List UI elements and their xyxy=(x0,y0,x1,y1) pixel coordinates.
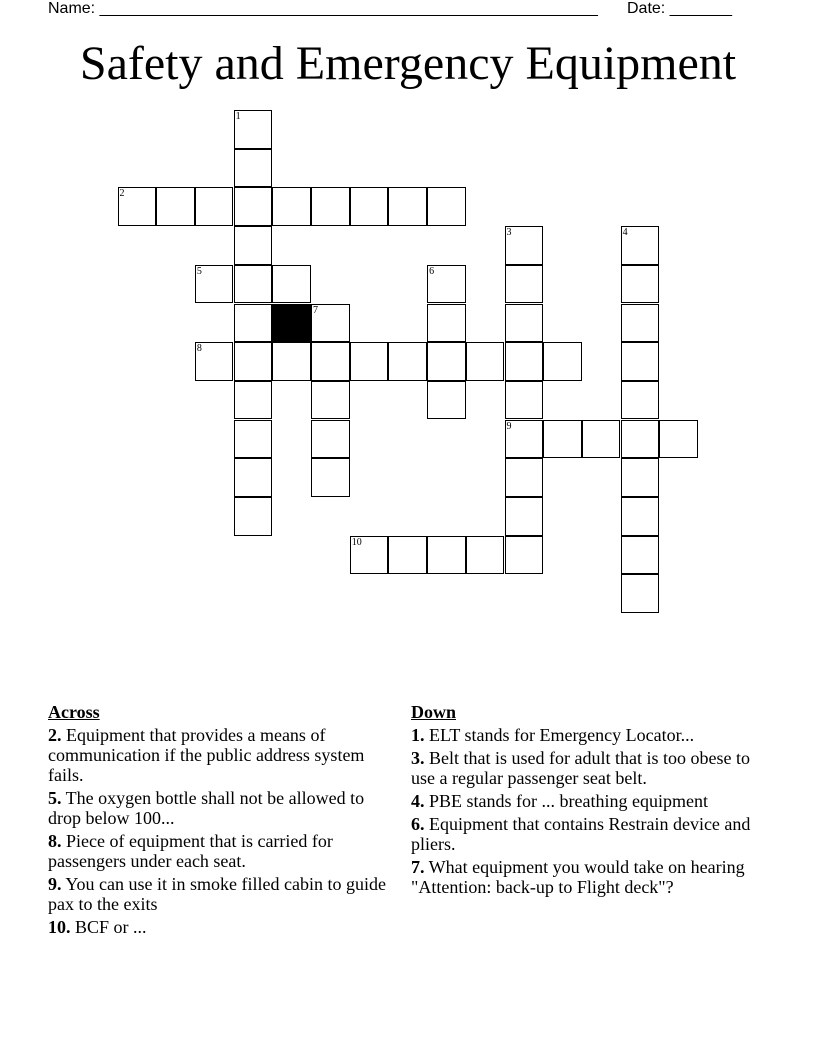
grid-cell[interactable] xyxy=(311,420,350,459)
clue-item-text: Equipment that provides a means of communication if the public address system fails. xyxy=(48,725,365,785)
grid-cell[interactable] xyxy=(234,497,273,536)
grid-cell[interactable] xyxy=(505,226,544,265)
grid-cell[interactable] xyxy=(621,381,660,420)
grid-cell[interactable] xyxy=(350,536,389,575)
grid-cell[interactable] xyxy=(427,304,466,343)
clue-item-number: 5. xyxy=(48,788,62,808)
clue-item-number: 9. xyxy=(48,874,62,894)
grid-cell[interactable] xyxy=(427,536,466,575)
grid-cell[interactable] xyxy=(311,381,350,420)
across-clues xyxy=(48,702,388,940)
grid-cell[interactable] xyxy=(272,265,311,304)
grid-cell[interactable] xyxy=(427,265,466,304)
grid-cell[interactable] xyxy=(388,187,427,226)
grid-block-cell xyxy=(272,304,311,343)
grid-cell[interactable] xyxy=(427,342,466,381)
clue-item-number: 1. xyxy=(411,725,425,745)
clue-item xyxy=(48,788,388,828)
grid-cell[interactable] xyxy=(195,342,234,381)
grid-cell[interactable] xyxy=(350,187,389,226)
grid-cell[interactable] xyxy=(156,187,195,226)
grid-cell[interactable] xyxy=(505,265,544,304)
grid-cell[interactable] xyxy=(311,342,350,381)
clue-number: 3 xyxy=(506,227,512,239)
clue-number: 8 xyxy=(196,343,202,355)
clue-item-text: What equipment you would take on hearing "Attention: back-up to Flight deck"? xyxy=(411,857,745,897)
clue-item-number: 10. xyxy=(48,917,71,937)
clue-number: 10 xyxy=(351,536,362,548)
grid-cell[interactable] xyxy=(234,226,273,265)
grid-cell[interactable] xyxy=(621,342,660,381)
grid-cell[interactable] xyxy=(505,342,544,381)
clue-item-number: 4. xyxy=(411,791,425,811)
grid-cell[interactable] xyxy=(621,458,660,497)
down-clues xyxy=(411,702,771,900)
grid-cell[interactable] xyxy=(505,458,544,497)
clue-item-text: PBE stands for ... breathing equipment xyxy=(424,791,708,811)
clue-item xyxy=(48,874,388,914)
clue-item xyxy=(411,748,771,788)
grid-cell[interactable] xyxy=(505,381,544,420)
grid-cell[interactable] xyxy=(195,265,234,304)
clue-item-number: 2. xyxy=(48,725,62,745)
grid-cell[interactable] xyxy=(195,187,234,226)
grid-cell[interactable] xyxy=(234,110,273,149)
clue-item xyxy=(48,917,388,937)
page-title: Safety and Emergency Equipment xyxy=(79,37,737,90)
grid-cell[interactable] xyxy=(427,381,466,420)
clue-item-text: The oxygen bottle shall not be allowed to drop below 100... xyxy=(48,788,365,828)
grid-cell[interactable] xyxy=(388,342,427,381)
down-clue-list xyxy=(411,725,771,897)
grid-cell[interactable] xyxy=(234,304,273,343)
across-heading: Across xyxy=(48,702,100,722)
grid-cell[interactable] xyxy=(234,265,273,304)
grid-cell[interactable] xyxy=(543,420,582,459)
grid-cell[interactable] xyxy=(505,420,544,459)
clue-item-number: 6. xyxy=(411,814,425,834)
grid-cell[interactable] xyxy=(272,187,311,226)
clue-item xyxy=(48,831,388,871)
clue-number: 5 xyxy=(196,265,202,277)
grid-cell[interactable] xyxy=(466,536,505,575)
grid-cell[interactable] xyxy=(621,536,660,575)
grid-cell[interactable] xyxy=(350,342,389,381)
grid-cell[interactable] xyxy=(311,304,350,343)
clue-number: 4 xyxy=(622,227,628,239)
clue-number: 9 xyxy=(506,420,512,432)
grid-cell[interactable] xyxy=(234,342,273,381)
grid-cell[interactable] xyxy=(621,265,660,304)
grid-cell[interactable] xyxy=(234,381,273,420)
grid-cell[interactable] xyxy=(388,536,427,575)
clue-item xyxy=(48,725,388,785)
clue-item-text: Equipment that contains Restrain device and pliers. xyxy=(411,814,751,854)
grid-cell[interactable] xyxy=(234,149,273,188)
grid-cell[interactable] xyxy=(272,342,311,381)
clue-item xyxy=(411,857,771,897)
clue-number: 6 xyxy=(429,265,435,277)
grid-cell[interactable] xyxy=(505,536,544,575)
clue-item-text: ELT stands for Emergency Locator... xyxy=(424,725,695,745)
clue-number: 2 xyxy=(119,188,125,200)
clue-item xyxy=(411,791,771,811)
grid-cell[interactable] xyxy=(234,187,273,226)
grid-cell[interactable] xyxy=(621,574,660,613)
grid-cell[interactable] xyxy=(582,420,621,459)
clue-item-text: You can use it in smoke filled cabin to guide pax to the exits xyxy=(48,874,386,914)
down-heading: Down xyxy=(411,702,457,722)
grid-cell[interactable] xyxy=(621,497,660,536)
grid-cell[interactable] xyxy=(234,458,273,497)
date-field[interactable]: Date: _______ xyxy=(627,0,732,17)
clue-item xyxy=(411,814,771,854)
grid-cell[interactable] xyxy=(505,497,544,536)
grid-cell[interactable] xyxy=(466,342,505,381)
grid-cell[interactable] xyxy=(118,187,157,226)
clue-item-text: Piece of equipment that is carried for passengers under each seat. xyxy=(48,831,333,871)
clue-item-text: BCF or ... xyxy=(70,917,147,937)
clue-item-number: 7. xyxy=(411,857,425,877)
clue-item-number: 3. xyxy=(411,748,425,768)
grid-cell[interactable] xyxy=(659,420,698,459)
grid-cell[interactable] xyxy=(621,304,660,343)
clue-item-number: 8. xyxy=(48,831,62,851)
grid-cell[interactable] xyxy=(311,458,350,497)
grid-cell[interactable] xyxy=(505,304,544,343)
name-field[interactable]: Name: ________________________________________________________ xyxy=(48,0,598,17)
across-clue-list xyxy=(48,725,388,937)
grid-cell[interactable] xyxy=(621,420,660,459)
grid-cell[interactable] xyxy=(543,342,582,381)
clue-number: 1 xyxy=(235,111,241,122)
clue-item-text: Belt that is used for adult that is too obese to use a regular passenger seat belt. xyxy=(411,748,750,788)
clue-number: 7 xyxy=(313,304,318,316)
clue-item xyxy=(411,725,771,745)
grid-cell[interactable] xyxy=(621,226,660,265)
grid-cell[interactable] xyxy=(311,187,350,226)
grid-cell[interactable] xyxy=(234,420,273,459)
grid-cell[interactable] xyxy=(427,187,466,226)
